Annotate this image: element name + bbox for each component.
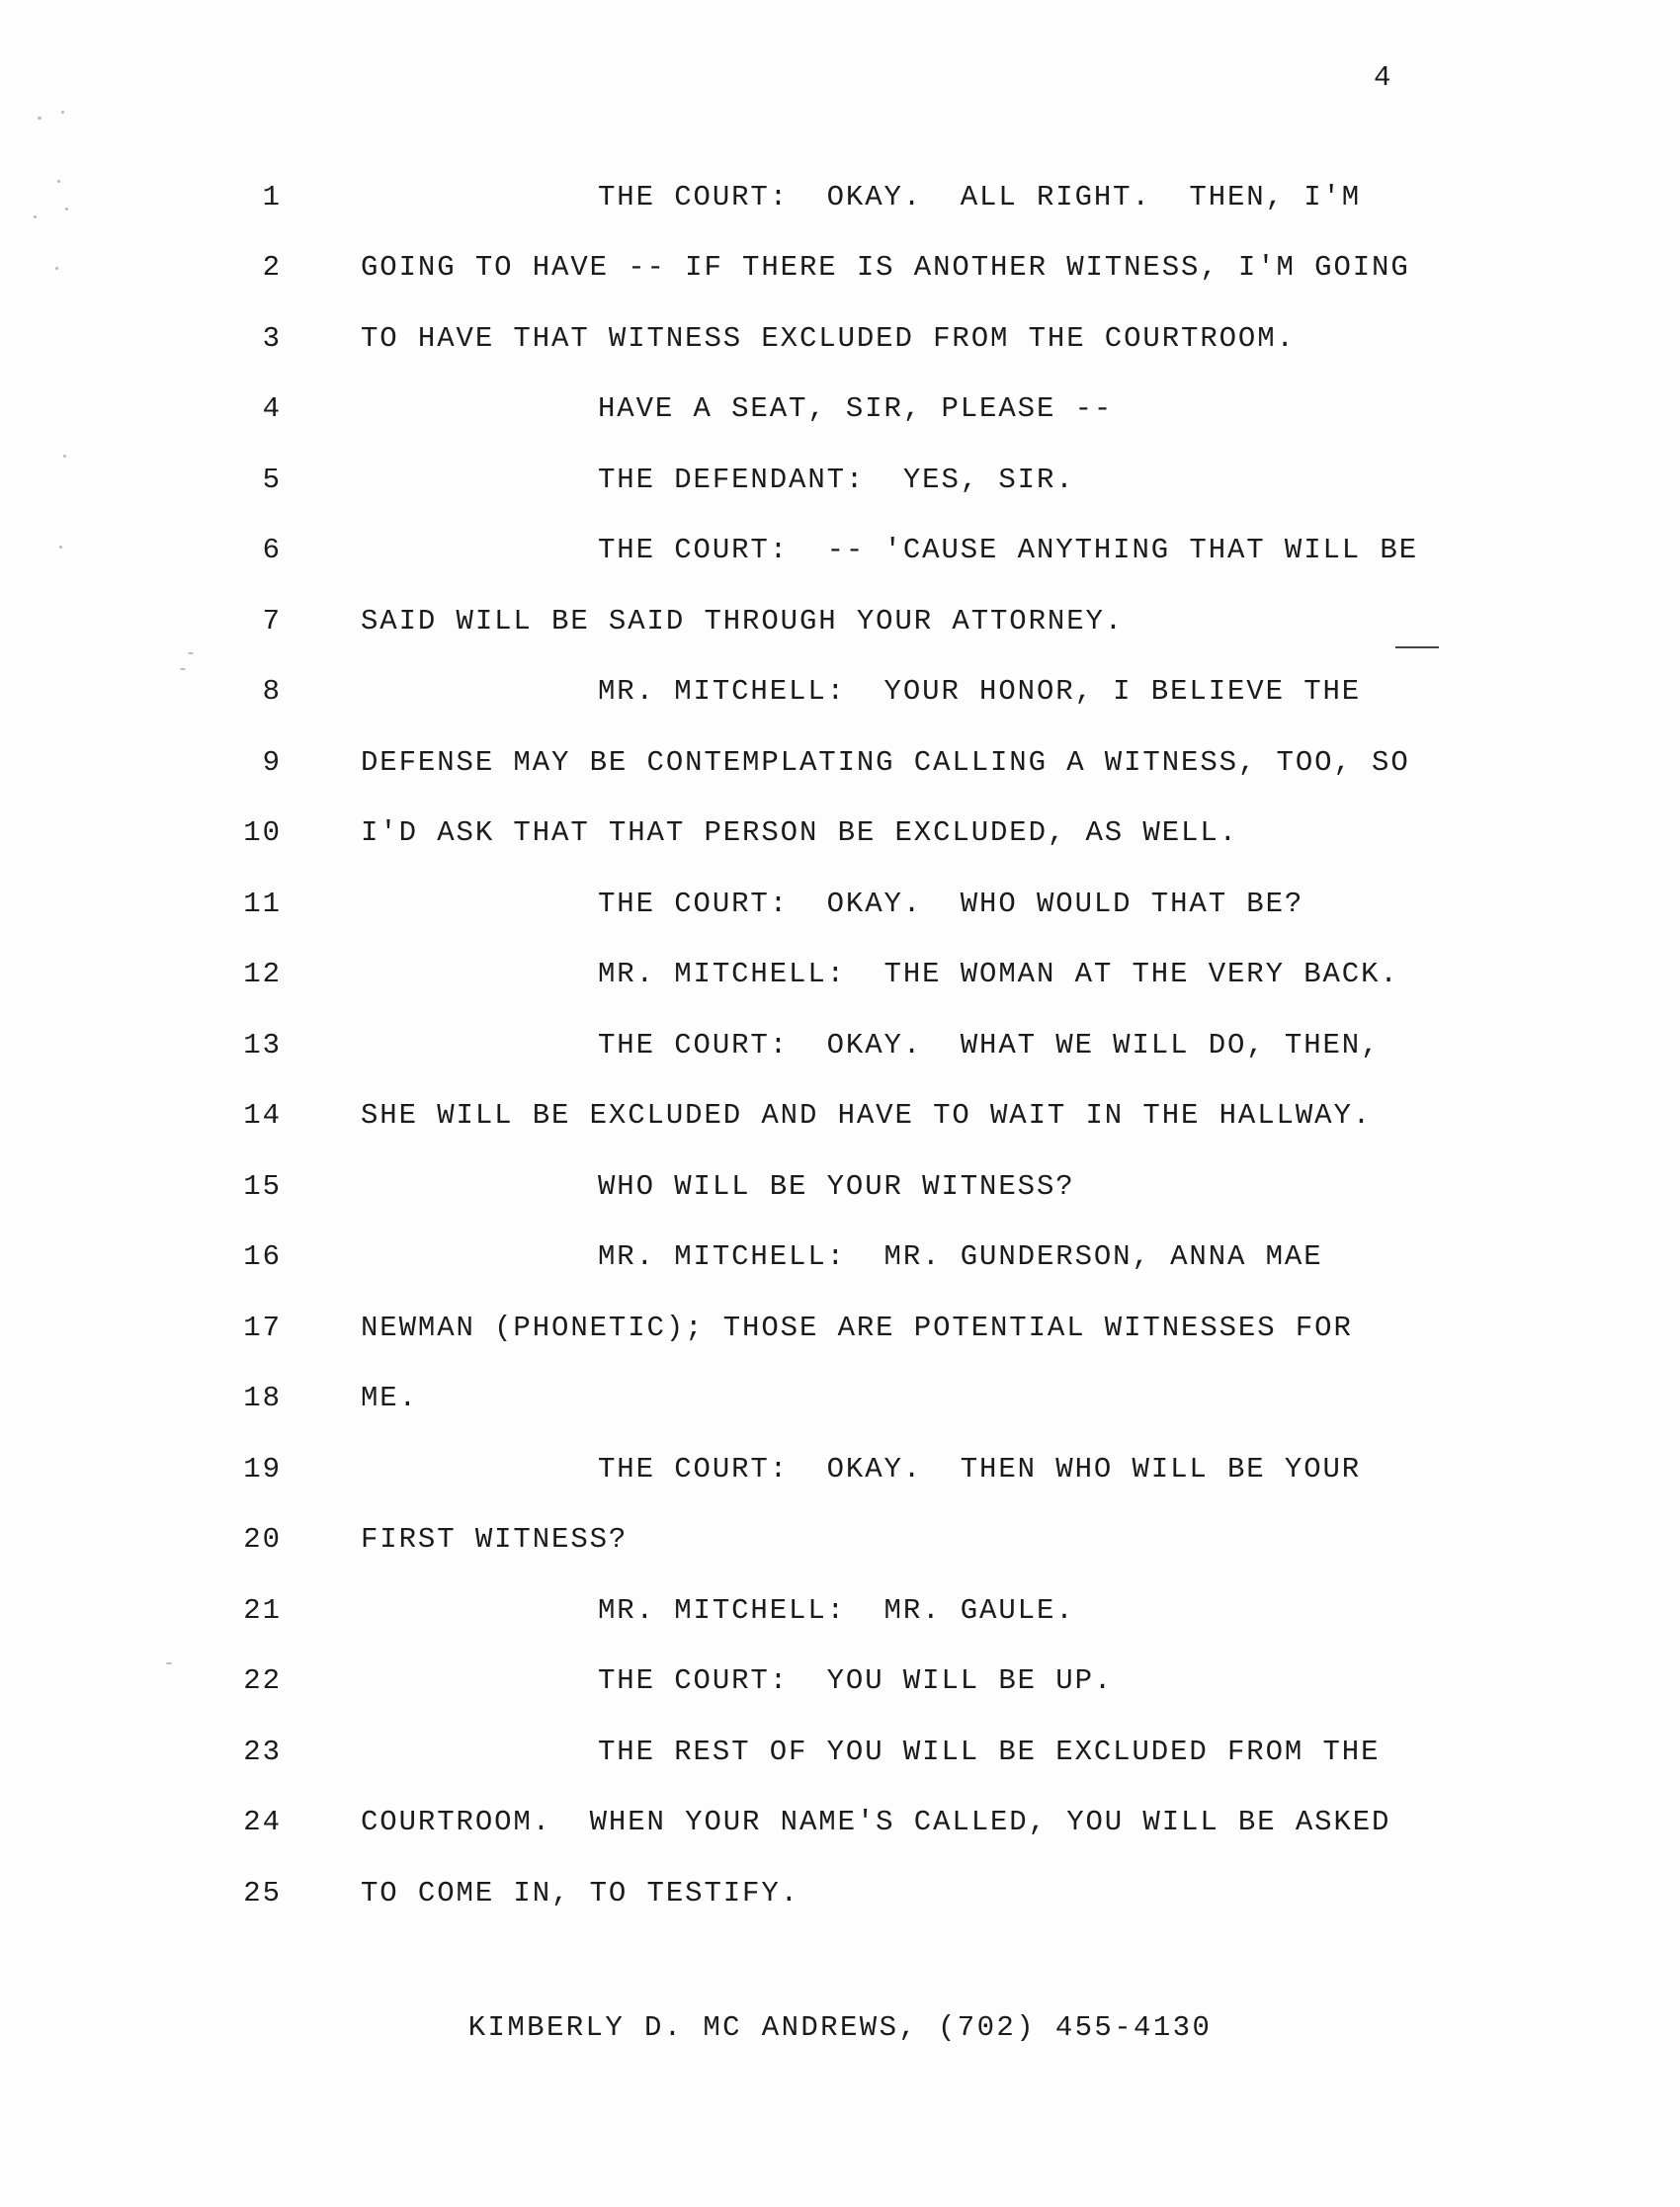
transcript-line	[0, 746, 1680, 790]
transcript-line	[0, 534, 1680, 577]
line-text: TO HAVE THAT WITNESS EXCLUDED FROM THE COURTROOM.	[361, 322, 1296, 355]
transcript-line	[0, 1029, 1680, 1072]
line-text: MR. MITCHELL: MR. GAULE.	[598, 1594, 1075, 1627]
transcript-line	[0, 1664, 1680, 1708]
line-number: 15	[243, 1170, 282, 1203]
transcript-line	[0, 816, 1680, 860]
line-number: 4	[262, 392, 282, 425]
line-text: THE COURT: YOU WILL BE UP.	[598, 1664, 1114, 1697]
transcript-line	[0, 392, 1680, 436]
line-text: THE REST OF YOU WILL BE EXCLUDED FROM THE	[598, 1736, 1381, 1768]
line-number: 11	[243, 888, 282, 920]
line-text: WHO WILL BE YOUR WITNESS?	[598, 1170, 1075, 1203]
line-number: 12	[243, 958, 282, 990]
court-reporter-footer: KIMBERLY D. MC ANDREWS, (702) 455-4130	[467, 2011, 1213, 2044]
line-number: 21	[243, 1594, 282, 1627]
line-text: MR. MITCHELL: MR. GUNDERSON, ANNA MAE	[598, 1240, 1323, 1273]
page-number: 4	[1374, 61, 1392, 94]
line-number: 2	[262, 251, 282, 284]
line-text: GOING TO HAVE -- IF THERE IS ANOTHER WITNESS, I'M GOING	[361, 251, 1410, 284]
line-text: COURTROOM. WHEN YOUR NAME'S CALLED, YOU WILL BE ASKED	[361, 1806, 1391, 1838]
line-text: MR. MITCHELL: YOUR HONOR, I BELIEVE THE	[598, 675, 1362, 708]
line-text: THE COURT: OKAY. THEN WHO WILL BE YOUR	[598, 1453, 1362, 1485]
transcript-line	[0, 675, 1680, 719]
transcript-line	[0, 1736, 1680, 1779]
line-number: 9	[262, 746, 282, 779]
line-number: 24	[243, 1806, 282, 1838]
transcript-line	[0, 1099, 1680, 1143]
line-number: 19	[243, 1453, 282, 1485]
transcript-line	[0, 1523, 1680, 1567]
line-text: THE DEFENDANT: YES, SIR.	[598, 464, 1075, 496]
line-number: 8	[262, 675, 282, 708]
line-text: FIRST WITNESS?	[361, 1523, 629, 1556]
transcript-line	[0, 1170, 1680, 1214]
line-text: SAID WILL BE SAID THROUGH YOUR ATTORNEY.	[361, 605, 1125, 637]
transcript-line	[0, 1382, 1680, 1425]
line-number: 18	[243, 1382, 282, 1414]
line-number: 5	[262, 464, 282, 496]
transcript-line	[0, 1453, 1680, 1496]
transcript-line	[0, 1877, 1680, 1920]
line-number: 16	[243, 1240, 282, 1273]
line-text: MR. MITCHELL: THE WOMAN AT THE VERY BACK.	[598, 958, 1399, 990]
line-number: 7	[262, 605, 282, 637]
line-text: THE COURT: OKAY. WHAT WE WILL DO, THEN,	[598, 1029, 1381, 1061]
line-number: 23	[243, 1736, 282, 1768]
transcript-line	[0, 958, 1680, 1001]
line-text: SHE WILL BE EXCLUDED AND HAVE TO WAIT IN THE HALLWAY.	[361, 1099, 1373, 1132]
transcript-line	[0, 1806, 1680, 1849]
transcript-line	[0, 1312, 1680, 1355]
line-number: 25	[243, 1877, 282, 1910]
transcript-line	[0, 1240, 1680, 1284]
line-number: 14	[243, 1099, 282, 1132]
line-number: 22	[243, 1664, 282, 1697]
line-text: HAVE A SEAT, SIR, PLEASE --	[598, 392, 1114, 425]
line-text: THE COURT: OKAY. WHO WOULD THAT BE?	[598, 888, 1304, 920]
transcript-line	[0, 605, 1680, 648]
line-text: THE COURT: -- 'CAUSE ANYTHING THAT WILL BE	[598, 534, 1419, 566]
line-number: 17	[243, 1312, 282, 1344]
line-number: 3	[262, 322, 282, 355]
transcript-line	[0, 888, 1680, 931]
line-text: TO COME IN, TO TESTIFY.	[361, 1877, 799, 1910]
line-number: 1	[262, 181, 282, 213]
line-number: 13	[243, 1029, 282, 1061]
transcript-line	[0, 1594, 1680, 1638]
transcript-line	[0, 251, 1680, 295]
line-text: THE COURT: OKAY. ALL RIGHT. THEN, I'M	[598, 181, 1362, 213]
line-number: 6	[262, 534, 282, 566]
line-number: 10	[243, 816, 282, 849]
transcript-line	[0, 322, 1680, 366]
line-text: NEWMAN (PHONETIC); THOSE ARE POTENTIAL WITNESSES FOR	[361, 1312, 1353, 1344]
line-text: ME.	[361, 1382, 418, 1414]
line-text: I'D ASK THAT THAT PERSON BE EXCLUDED, AS WELL.	[361, 816, 1238, 849]
line-text: DEFENSE MAY BE CONTEMPLATING CALLING A WITNESS, TOO, SO	[361, 746, 1410, 779]
transcript-line	[0, 181, 1680, 224]
transcript-line	[0, 464, 1680, 507]
line-number: 20	[243, 1523, 282, 1556]
